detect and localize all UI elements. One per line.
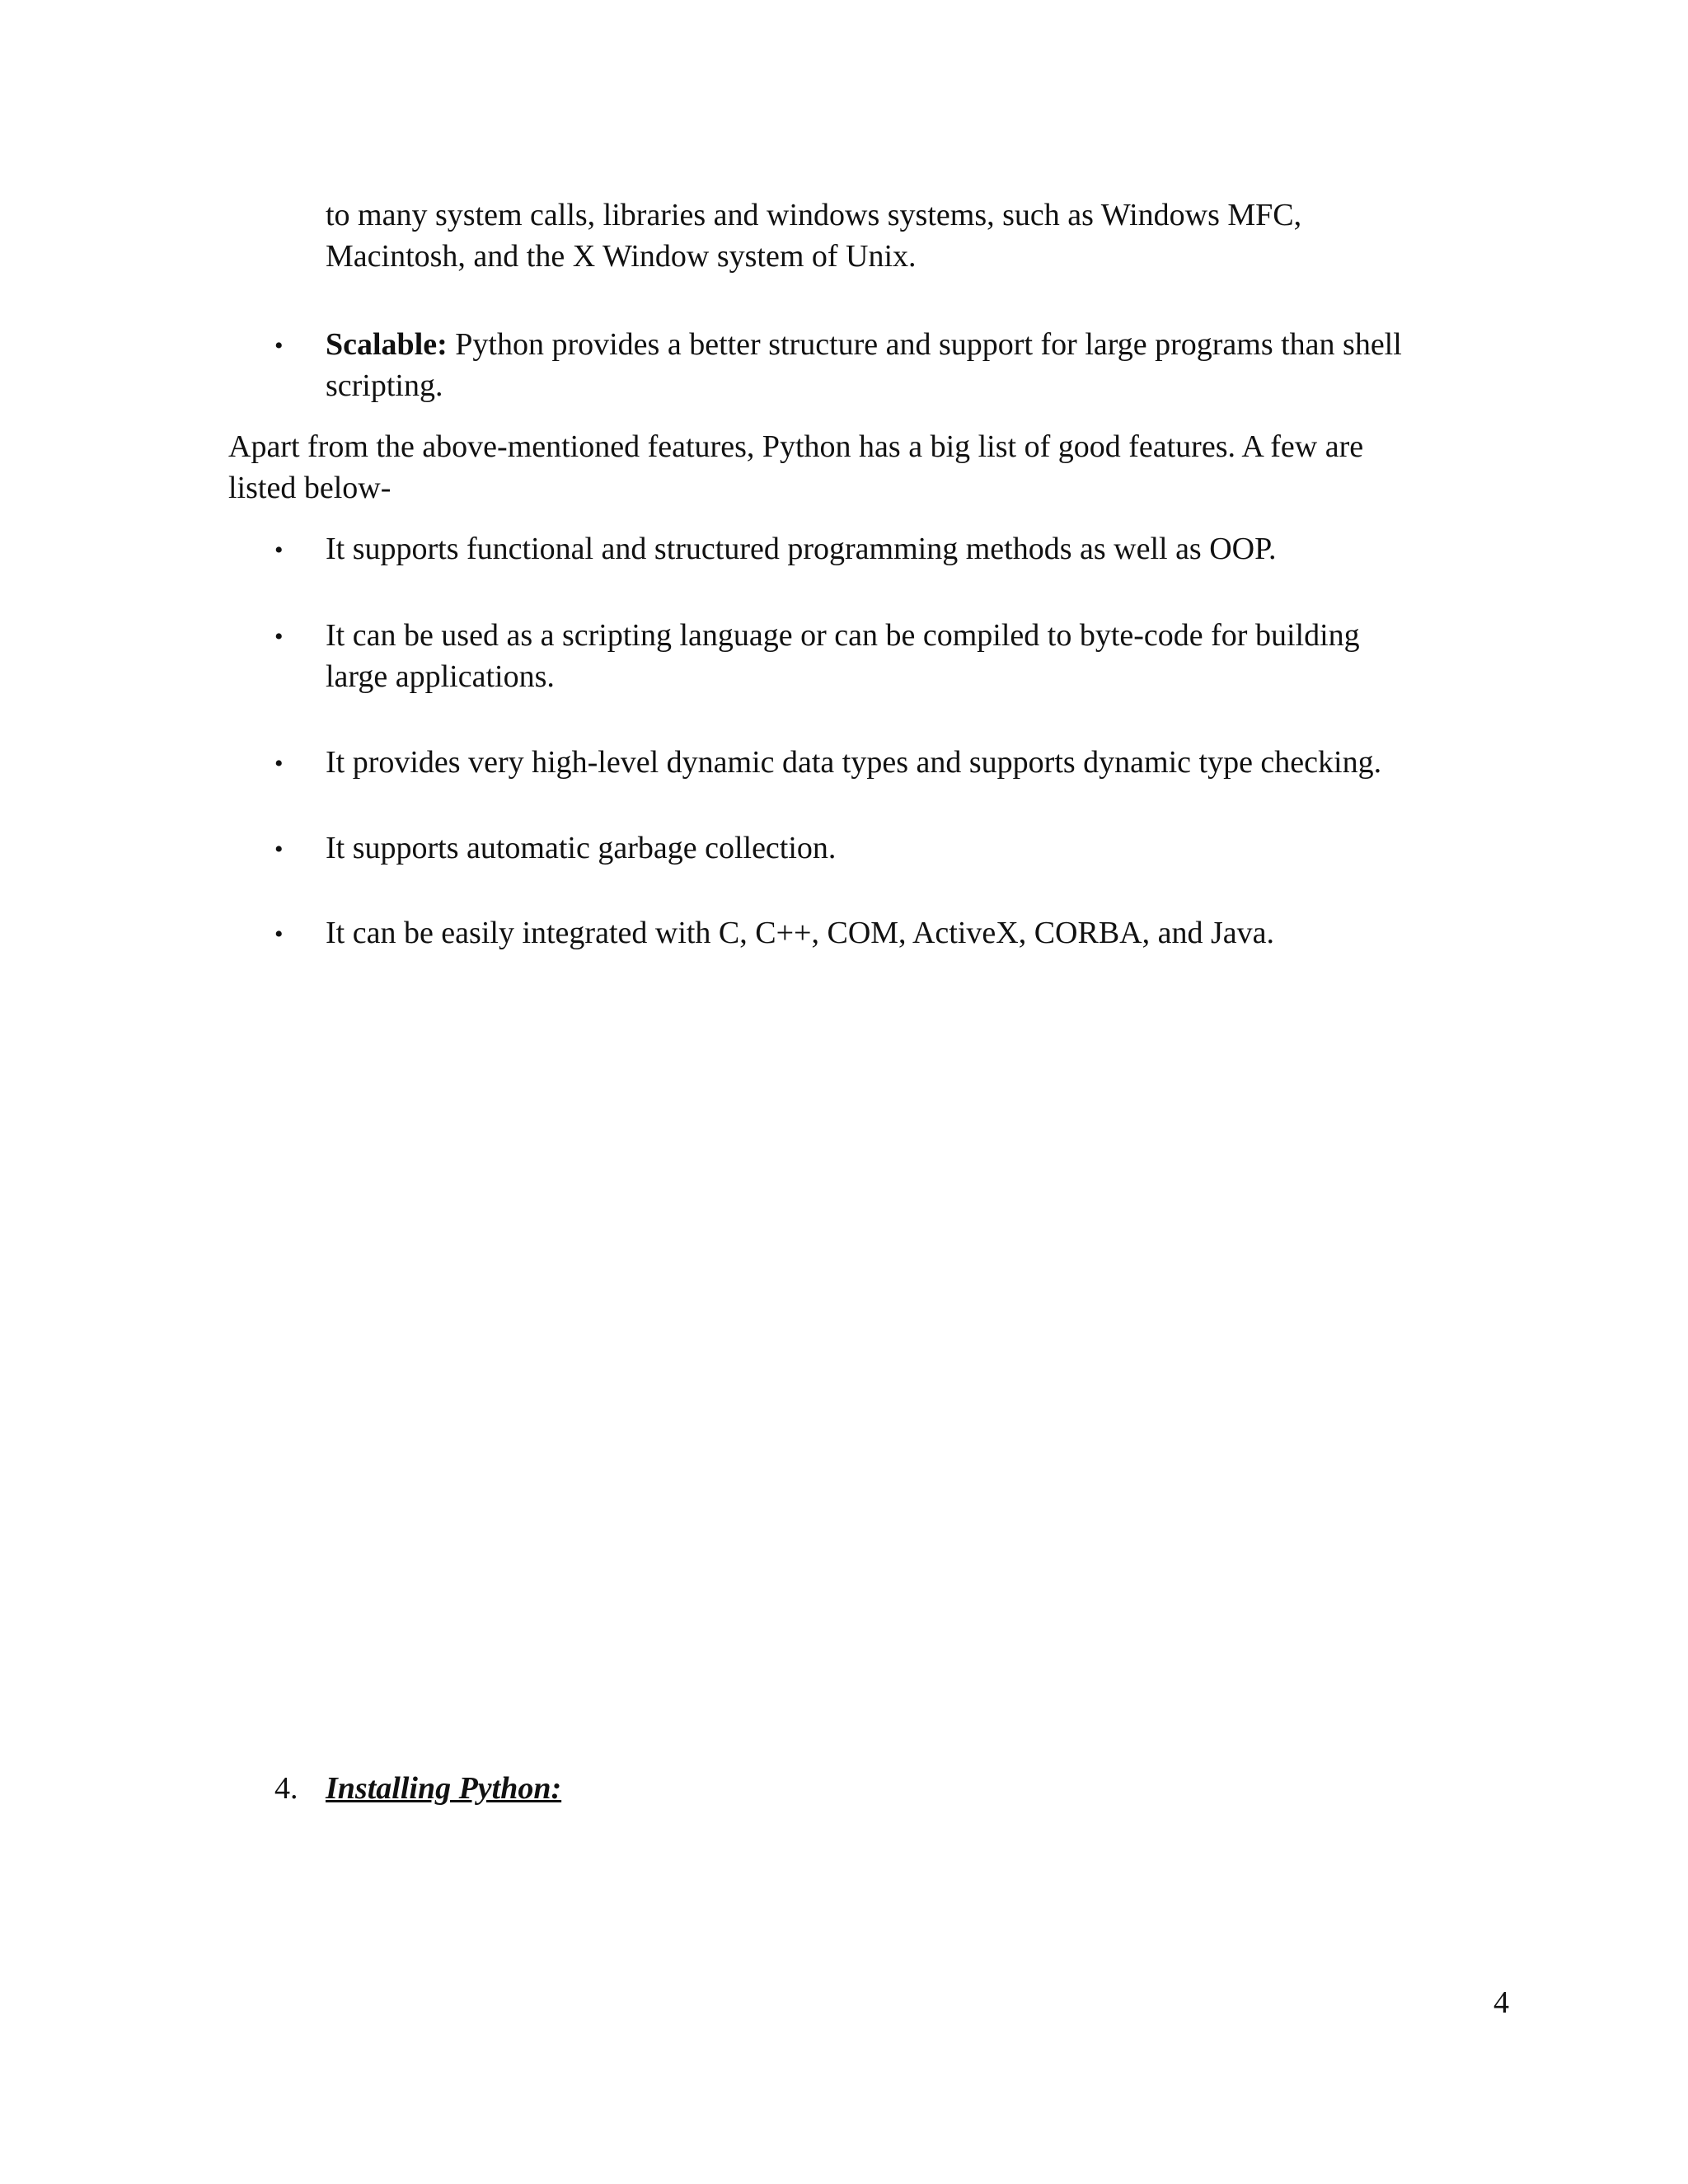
bullet-icon: • [274,623,284,650]
intro-line-2: Macintosh, and the X Window system of Unix. [326,239,917,274]
feature-item-integration: It can be easily integrated with C, C++, COM, ActiveX, CORBA, and Java. [326,916,1275,950]
scalable-line-2: scripting. [326,368,443,403]
apart-paragraph-line-2: listed below- [228,471,392,505]
feature-item-oop: It supports functional and structured programming methods as well as OOP. [326,532,1277,566]
bullet-icon: • [274,750,284,777]
scalable-text: Python provides a better structure and support for large programs than shell [447,327,1402,362]
feature-item-garbage-collection: It supports automatic garbage collection. [326,831,837,865]
section-heading: Installing Python: [326,1771,562,1806]
bullet-icon: • [274,921,284,948]
feature-item-scripting-line-1: It can be used as a scripting language or can be compiled to byte-code for building [326,618,1360,653]
page-number: 4 [1493,1985,1509,2020]
bullet-icon: • [274,537,284,564]
intro-line-1: to many system calls, libraries and windows systems, such as Windows MFC, [326,198,1302,232]
feature-item-scripting-line-2: large applications. [326,659,555,694]
scalable-line-1 [326,324,1402,365]
scalable-term: Scalable: [326,327,448,362]
section-number: 4. [274,1771,298,1806]
bullet-icon: • [274,836,284,863]
bullet-icon: • [274,332,284,359]
feature-item-dynamic-types: It provides very high-level dynamic data types and supports dynamic type checking. [326,745,1382,780]
apart-paragraph-line-1: Apart from the above-mentioned features, Python has a big list of good features. A few are [228,429,1364,464]
